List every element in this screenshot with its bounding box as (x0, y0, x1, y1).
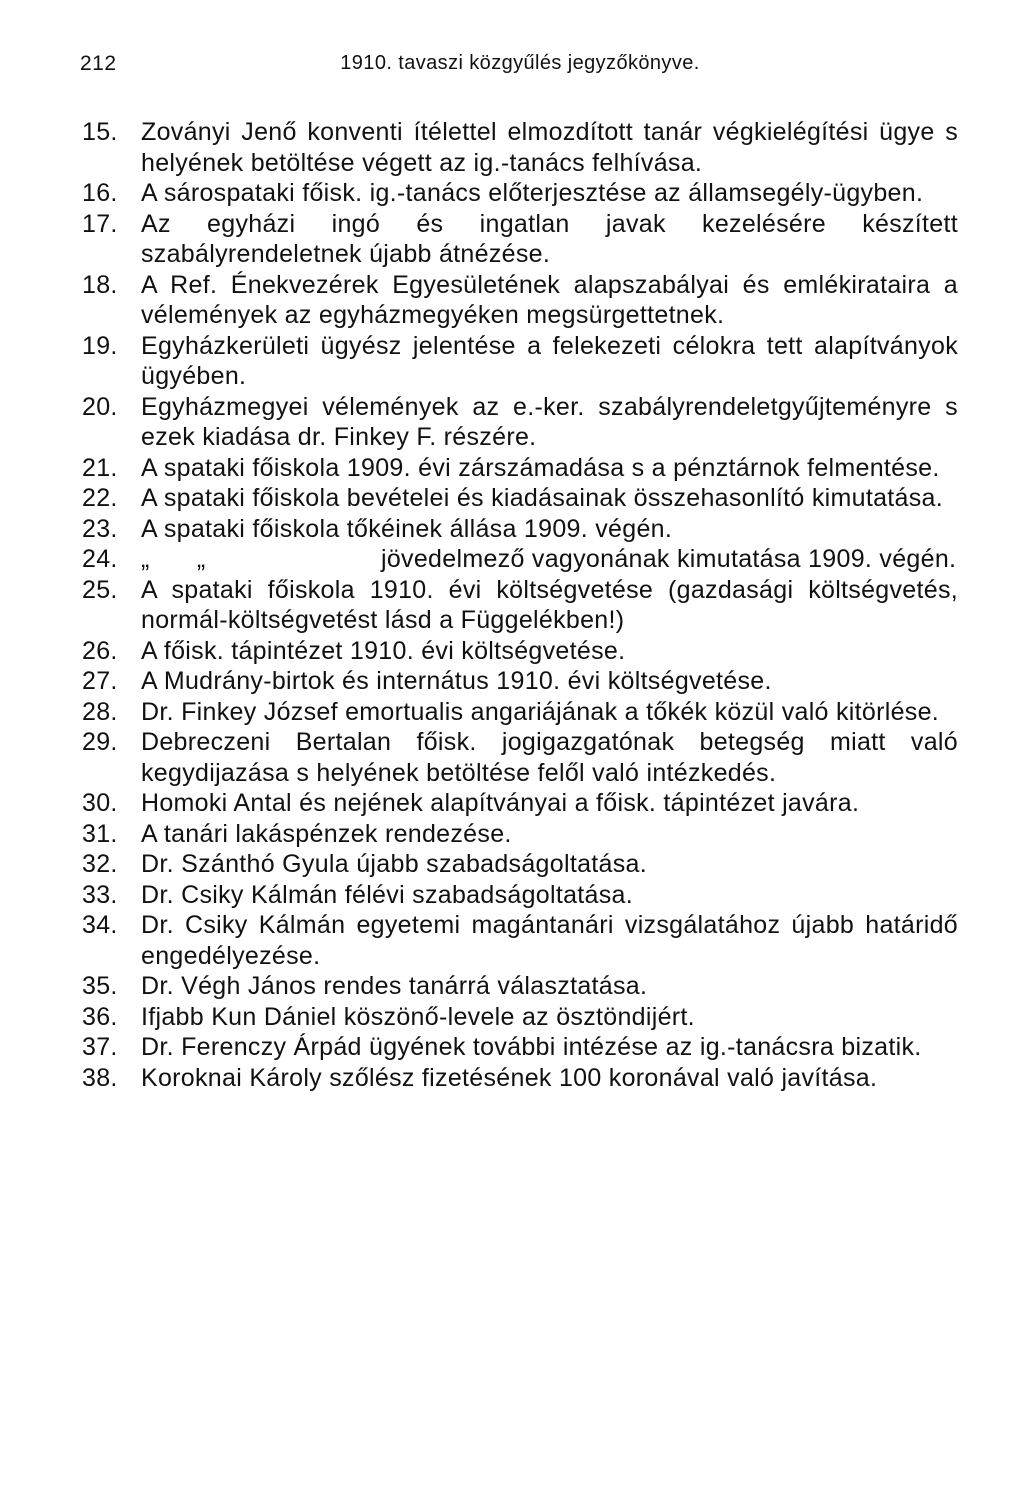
item-text: Debreczeni Bertalan főisk. jogigazgatónak betegség miatt való kegydijazása s helyének betöltése felől való intézkedés. (141, 728, 958, 787)
item-text: Dr. Ferenczy Árpád ügyének további intézése az ig.-tanácsra bizatik. (141, 1033, 922, 1061)
item-text: Dr. Végh János rendes tanárrá választatása. (141, 972, 648, 1000)
item-text: Dr. Szánthó Gyula újabb szabadságoltatása. (141, 850, 647, 878)
item-text: Dr. Csiky Kálmán egyetemi magántanári vizsgálatához újabb határidő engedélyezése. (141, 911, 958, 970)
item-number: 28. (82, 697, 118, 726)
agenda-item (82, 453, 958, 484)
running-title: 1910. tavaszi közgyűlés jegyzőkönyve. (340, 52, 700, 74)
agenda-item (82, 666, 958, 697)
item-text: Dr. Csiky Kálmán félévi szabadságoltatása. (141, 880, 633, 909)
item-text: Ifjabb Kun Dániel köszönő-levele az ösztöndijért. (141, 1002, 695, 1031)
agenda-item (82, 971, 958, 1002)
agenda-item (82, 514, 958, 545)
item-text: A tanári lakáspénzek rendezése. (141, 819, 512, 848)
agenda-list (82, 117, 958, 1093)
item-text: Koroknai Károly szőlész fizetésének 100 koronával való javítása. (141, 1063, 878, 1092)
item-number: 22. (82, 484, 118, 512)
item-number: 17. (82, 209, 118, 238)
item-number: 37. (82, 1033, 118, 1061)
item-number: 26. (82, 636, 118, 665)
agenda-item (82, 117, 958, 178)
item-number: 19. (82, 331, 118, 360)
item-text: Dr. Finkey József emortualis angariájának a tőkék közül való kitörlése. (141, 697, 940, 726)
item-number: 38. (82, 1063, 118, 1092)
item-text: A spataki főiskola 1910. évi költségvetése (gazdasági költségvetés, normál-költségvetést lásd a Függelékben!) (141, 575, 958, 634)
item-text: A Ref. Énekvezérek Egyesületének alapszabályai és emlékirataira a vélemények az egyházmegyéken megsürgettetnek. (141, 270, 958, 329)
item-number: 34. (82, 911, 118, 939)
item-text: A spataki főiskola 1909. évi zárszámadása s a pénztárnok felmentése. (141, 453, 940, 482)
item-number: 15. (82, 118, 118, 146)
item-text: Egyházmegyei vélemények az e.-ker. szabályrendeletgyűjteményre s ezek kiadása dr. Finkey F. részére. (141, 392, 958, 451)
item-number: 16. (82, 179, 118, 207)
agenda-item (82, 636, 958, 667)
item-text: Zoványi Jenő konventi ítélettel elmozdított tanár végkielégítési ügye s helyének betöltése végett az ig.-tanács felhívása. (141, 118, 958, 177)
page-header (80, 52, 960, 82)
item-text: A főisk. tápintézet 1910. évi költségvetése. (141, 636, 626, 665)
item-number: 20. (82, 392, 118, 421)
item-text: A Mudrány-birtok és internátus 1910. évi költségvetése. (141, 667, 772, 695)
page-number: 212 (80, 52, 117, 75)
agenda-item (82, 331, 958, 392)
item-number: 23. (82, 514, 118, 543)
agenda-item (82, 880, 958, 911)
agenda-item (82, 1032, 958, 1063)
agenda-item (82, 209, 958, 270)
item-number: 24. (82, 545, 118, 573)
agenda-item (82, 178, 958, 209)
agenda-item (82, 819, 958, 850)
agenda-item (82, 392, 958, 453)
agenda-item (82, 849, 958, 880)
item-text: A spataki főiskola bevételei és kiadásainak összehasonlító kimutatása. (141, 484, 944, 512)
ditto-marks: „ „ (141, 545, 206, 573)
agenda-item (82, 1063, 958, 1094)
item-text: Homoki Antal és nejének alapítványai a főisk. tápintézet javára. (141, 789, 860, 817)
item-number: 29. (82, 728, 118, 756)
agenda-item (82, 575, 958, 636)
item-number: 27. (82, 667, 118, 695)
item-number: 35. (82, 972, 118, 1000)
item-text: A spataki főiskola tőkéinek állása 1909. végén. (141, 514, 673, 543)
item-text: jövedelmező vagyonának kimutatása 1909. végén. (381, 545, 957, 573)
item-text: Az egyházi ingó és ingatlan javak kezelésére készített szabályrendeletnek újabb átnézése. (141, 209, 958, 268)
item-number: 21. (82, 453, 118, 482)
item-number: 32. (82, 850, 118, 878)
item-number: 36. (82, 1002, 118, 1031)
item-text: A sárospataki főisk. ig.-tanács előterjesztése az államsegély-ügyben. (141, 179, 924, 207)
item-number: 30. (82, 789, 118, 817)
item-number: 31. (82, 819, 118, 848)
agenda-item (82, 788, 958, 819)
agenda-item (82, 1002, 958, 1033)
agenda-item (82, 544, 958, 575)
item-number: 25. (82, 575, 118, 604)
item-text: Egyházkerületi ügyész jelentése a felekezeti célokra tett alapítványok ügyében. (141, 331, 958, 390)
agenda-item (82, 910, 958, 971)
agenda-item (82, 483, 958, 514)
agenda-item (82, 270, 958, 331)
item-number: 18. (82, 270, 118, 299)
item-number: 33. (82, 880, 118, 909)
agenda-item (82, 727, 958, 788)
agenda-item (82, 697, 958, 728)
